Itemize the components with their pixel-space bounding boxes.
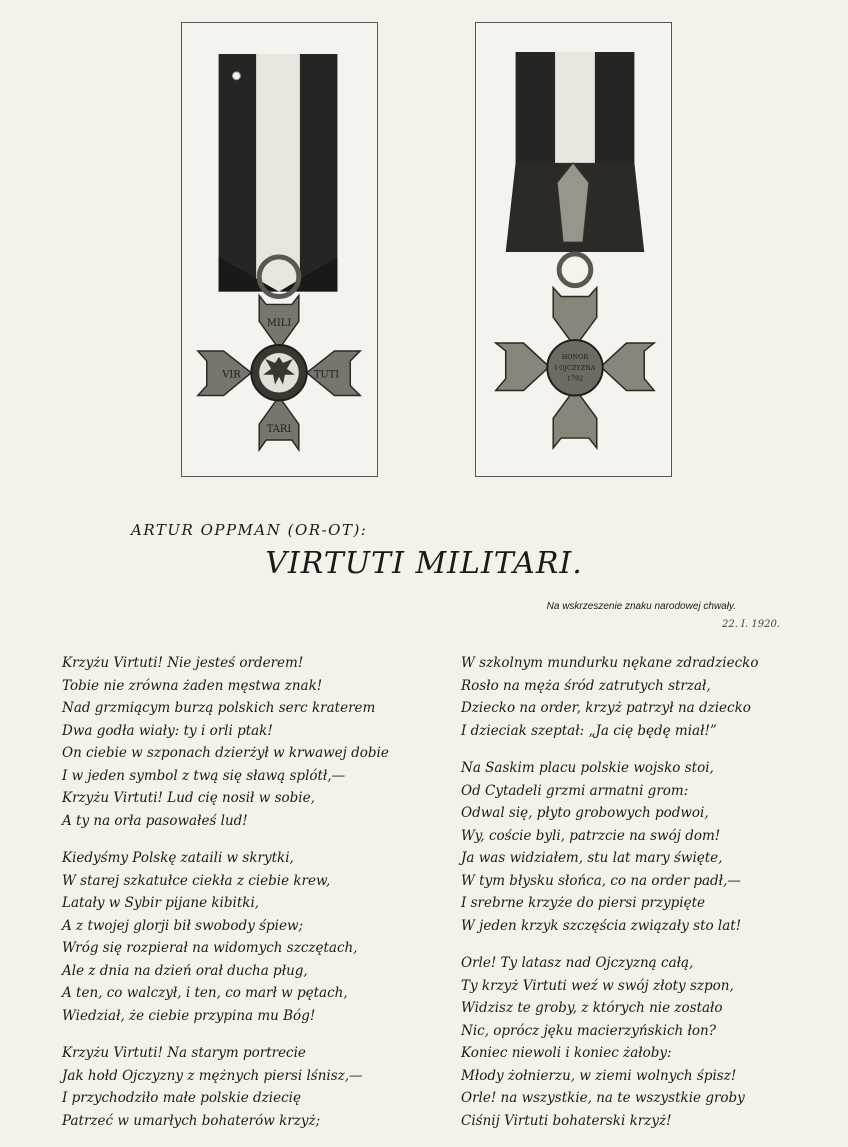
poem-line: W starej szkatułce ciekła z ciebie krew, — [62, 872, 331, 889]
poem-line: Wiedział, że ciebie przypina mu Bóg! — [62, 1007, 316, 1024]
poem-line: W szkolnym mundurku nękane zdradziecko — [461, 655, 759, 671]
poem-line: Odwal się, płyto grobowych podwoi, — [461, 805, 709, 821]
medal-obverse-illustration — [182, 23, 377, 476]
poem-line: Widzisz te groby, z których nie zostało — [461, 1000, 723, 1016]
poem-line: Ale z dnia na dzień orał ducha pług, — [62, 962, 308, 979]
poem-line: Ciśnij Virtuti bohaterski krzyż! — [461, 1112, 672, 1129]
stanza — [461, 757, 821, 937]
reverse-inscription-2: I OJCZYZNA — [554, 363, 596, 372]
stanza — [461, 652, 821, 742]
poem-line: W tym błysku słońca, co na order padł,— — [461, 872, 741, 889]
poem-line: Od Cytadeli grzmi armatni grom: — [461, 782, 689, 799]
poem-line: Jak hołd Ojczyzny z mężnych piersi lśnisz,— — [62, 1067, 363, 1084]
poem-line: W jeden krzyk szczęścia związały sto lat! — [461, 917, 742, 934]
poem-line: I dzieciak szeptał: „Ja cię będę miał!” — [461, 722, 717, 739]
poem-line: I przychodziło małe polskie dziecię — [62, 1090, 301, 1106]
poem-column-left — [62, 652, 422, 1147]
poem-line: A z twojej glorji bił swobody śpiew; — [62, 917, 304, 934]
medal-reverse-illustration — [476, 23, 671, 476]
poem-column-right — [461, 652, 821, 1147]
obverse-inscription-left: VIR — [222, 369, 241, 381]
obverse-inscription-top: MILI — [266, 318, 292, 330]
poem-line: Krzyżu Virtuti! Lud cię nosił w sobie, — [62, 790, 315, 806]
medal-reverse-photo — [475, 22, 672, 477]
poem-date: 22. I. 1920. — [721, 619, 780, 630]
poem-line: Ty krzyż Virtuti weź w swój złoty szpon, — [461, 977, 734, 994]
obverse-inscription-right: TUTI — [313, 369, 340, 381]
poem-line: Krzyżu Virtuti! Na starym portrecie — [62, 1045, 306, 1061]
poem-line: Na Saskim placu polskie wojsko stoi, — [461, 760, 714, 776]
poem-line: I w jeden symbol z twą się sławą splótł,— — [62, 767, 346, 784]
poem-line: Orle! na wszystkie, na te wszystkie groby — [461, 1090, 745, 1106]
poem-line: Nic, oprócz jęku macierzyńskich łon? — [461, 1022, 716, 1039]
poem-line: Nad grzmiącym burzą polskich serc kraterem — [62, 700, 376, 716]
poem-line: Wróg się rozpierał na widomych szczętach, — [62, 940, 358, 956]
poem-line: On ciebie w szponach dzierżył w krwawej dobie — [62, 745, 389, 761]
poem-line: Krzyżu Virtuti! Nie jesteś orderem! — [62, 655, 304, 671]
poem-dedication: Na wskrzeszenie znaku narodowej chwały. — [546, 601, 736, 612]
poem-title: VIRTUTI MILITARI. — [265, 546, 583, 581]
stanza — [62, 652, 422, 832]
poem-line: I srebrne krzyże do piersi przypięte — [461, 895, 706, 911]
poem-line: Latały w Sybir pijane kibitki, — [62, 895, 260, 911]
poem-line: Ja was widziałem, stu lat mary święte, — [461, 850, 723, 866]
poem-line: Koniec niewoli i koniec żałoby: — [461, 1045, 672, 1061]
medal-obverse-photo — [181, 22, 378, 477]
poem-line: A ten, co walczył, i ten, co marł w pętach, — [62, 985, 348, 1001]
poem-author: ARTUR OPPMAN (OR-OT): — [131, 521, 368, 539]
stanza — [62, 1042, 422, 1132]
poem-line: A ty na orła pasowałeś lud! — [62, 812, 248, 829]
poem-line: Młody żołnierzu, w ziemi wolnych śpisz! — [461, 1067, 737, 1084]
poem-line: Wy, coście byli, patrzcie na swój dom! — [461, 827, 721, 844]
poem-line: Patrzeć w umarłych bohaterów krzyż; — [62, 1112, 321, 1129]
reverse-inscription-1: HONOR — [561, 352, 589, 361]
stanza — [62, 847, 422, 1027]
poem-line: Rosło na męża śród zatrutych strzał, — [461, 677, 711, 694]
poem-line: Orle! Ty latasz nad Ojczyzną całą, — [461, 955, 694, 971]
poem-line: Dziecko na order, krzyż patrzył na dziecko — [461, 700, 751, 716]
stanza — [461, 952, 821, 1132]
poem-line: Kiedyśmy Polskę zataili w skrytki, — [62, 850, 294, 866]
obverse-inscription-bottom: TARI — [266, 424, 292, 436]
reverse-inscription-3: 1792 — [566, 374, 584, 383]
poem-line: Dwa godła wiały: ty i orli ptak! — [62, 722, 273, 739]
poem-line: Tobie nie zrówna żaden męstwa znak! — [62, 677, 323, 694]
